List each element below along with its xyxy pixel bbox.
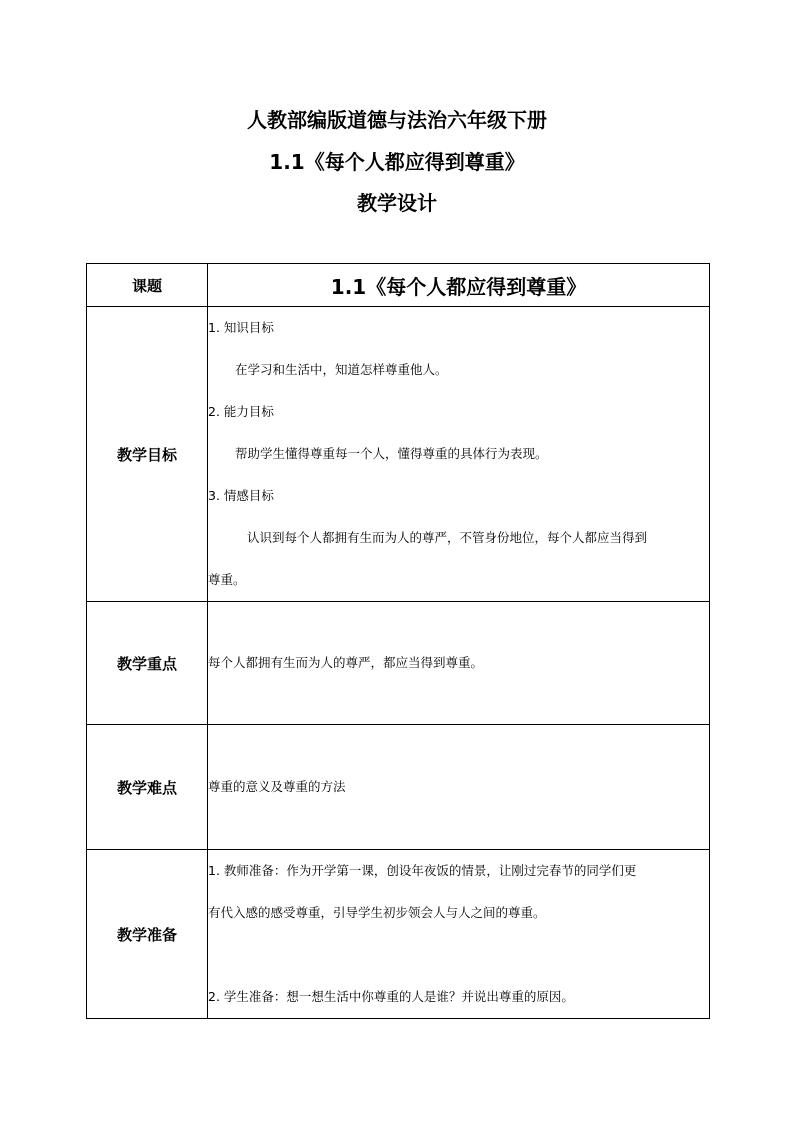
row-label-topic: 课题 [87, 264, 208, 307]
lesson-plan-table [86, 263, 710, 1019]
goal-text-ability: 帮助学生懂得尊重每一个人，懂得尊重的具体行为表现。 [235, 446, 548, 461]
prep-teacher-line2: 有代入感的感受尊重，引导学生初步领会人与人之间的尊重。 [208, 905, 546, 920]
table-row-difficulty [87, 725, 710, 850]
table-row-title [87, 264, 710, 307]
goal-text-knowledge: 在学习和生活中，知道怎样尊重他人。 [235, 362, 448, 377]
document-subtitle: 教学设计 [357, 191, 437, 215]
focus-content: 每个人都拥有生而为人的尊严，都应当得到尊重。 [208, 602, 710, 725]
difficulty-content: 尊重的意义及尊重的方法 [208, 725, 710, 850]
prep-student: 2. 学生准备：想一想生活中你尊重的人是谁？并说出尊重的原因。 [208, 989, 574, 1004]
goal-heading-emotion: 3. 情感目标 [208, 488, 274, 503]
goal-heading-ability: 2. 能力目标 [208, 404, 274, 419]
row-label-difficulty: 教学难点 [87, 725, 208, 850]
table-row-goals [87, 307, 710, 602]
goal-text-emotion: 认识到每个人都拥有生而为人的尊严，不管身份地位，每个人都应当得到 [247, 530, 648, 545]
lesson-title: 1.1《每个人都应得到尊重》 [269, 150, 525, 174]
goal-text-emotion-cont: 尊重。 [208, 572, 246, 587]
topic-value: 1.1《每个人都应得到尊重》 [208, 264, 710, 307]
row-label-goals: 教学目标 [87, 307, 208, 602]
preparation-content [208, 850, 710, 1019]
document-title: 人教部编版道德与法治六年级下册 [247, 108, 547, 132]
goals-content [208, 307, 710, 602]
prep-teacher-line1: 1. 教师准备：作为开学第一课，创设年夜饭的情景，让刚过完春节的同学们更 [208, 863, 637, 878]
goal-heading-knowledge: 1. 知识目标 [208, 320, 274, 335]
row-label-focus: 教学重点 [87, 602, 208, 725]
row-label-preparation: 教学准备 [87, 850, 208, 1019]
table-row-preparation [87, 850, 710, 1019]
spacer [208, 934, 709, 976]
table-row-focus [87, 602, 710, 725]
